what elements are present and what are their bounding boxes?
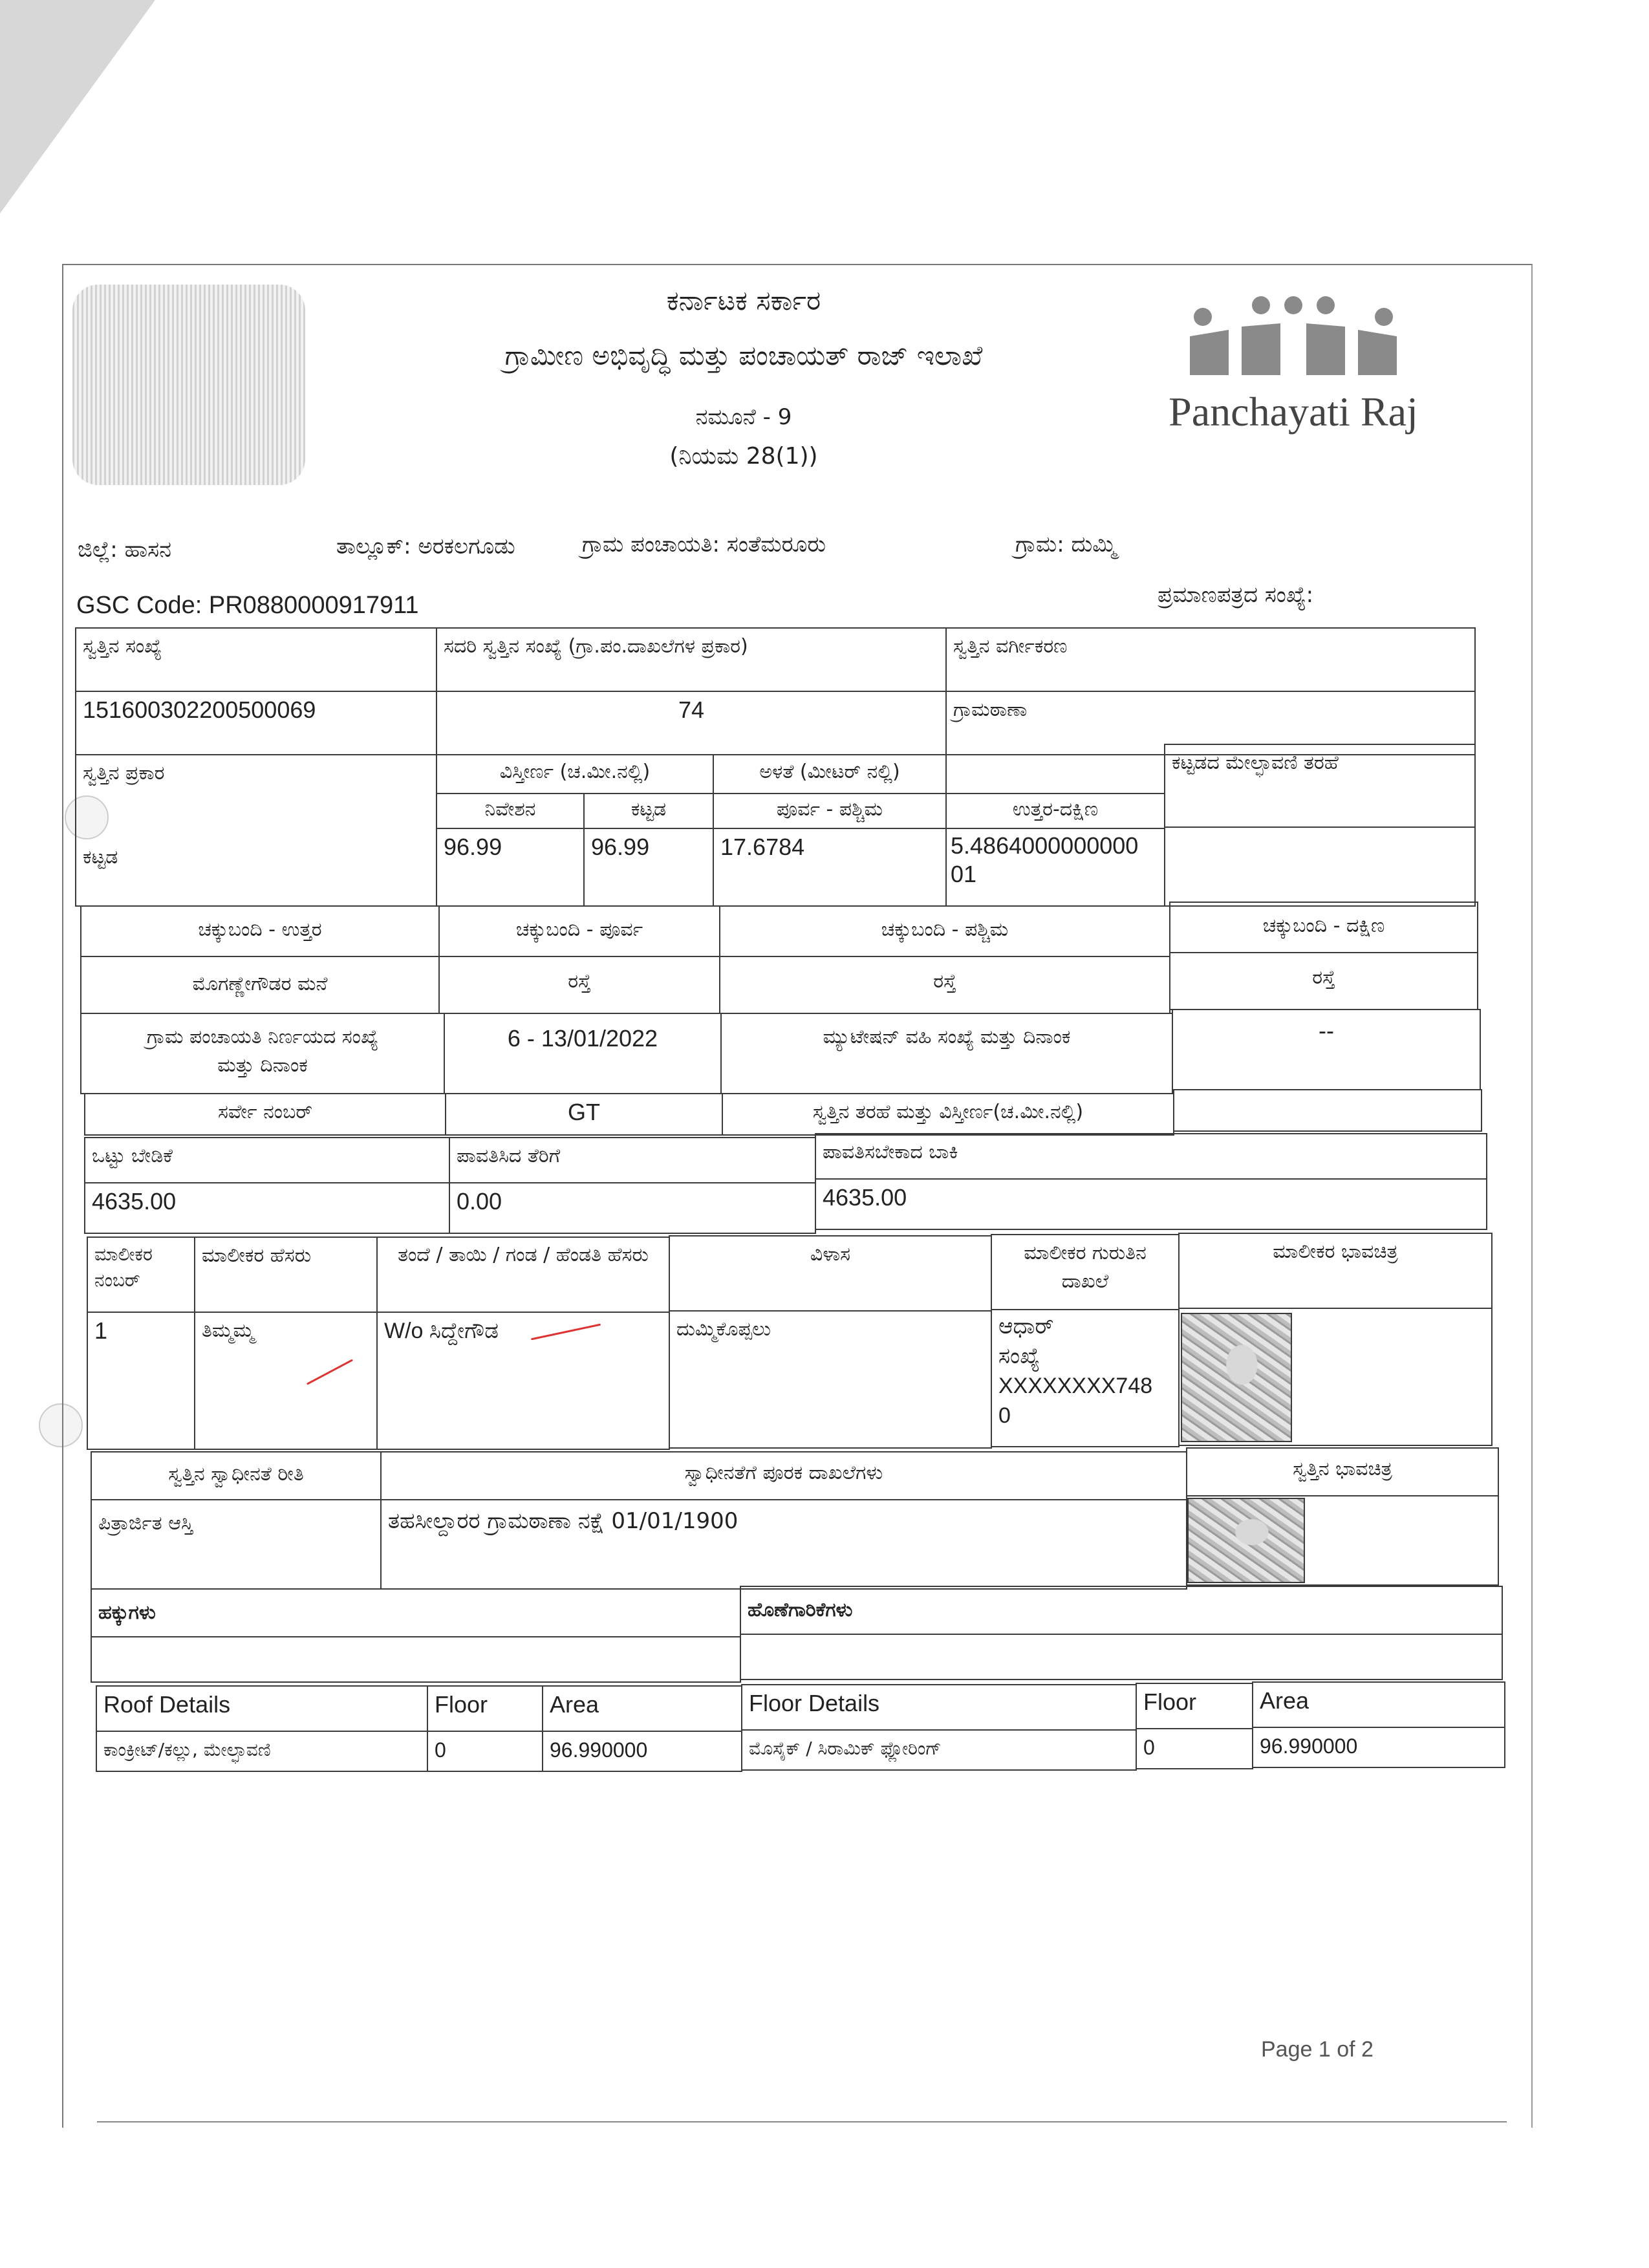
owner-no: 1 <box>87 1312 195 1450</box>
dimension-label-ext <box>945 754 1165 794</box>
classification-label: ಸ್ವತ್ತಿನ ವರ್ಗೀಕರಣ <box>945 627 1476 692</box>
tax-paid-label: ಪಾವತಿಸಿದ ತೆರಿಗೆ <box>449 1137 816 1183</box>
north-south-label: ಉತ್ತರ-ದಕ್ಷಿಣ <box>945 793 1165 829</box>
property-photo-label: ಸ್ವತ್ತಿನ ಭಾವಚಿತ್ರ <box>1186 1447 1499 1496</box>
east-boundary-label: ಚಕ್ಕುಬಂದಿ - ಪೂರ್ವ <box>438 905 720 957</box>
owner-id-header: ಮಾಲೀಕರ ಗುರುತಿನ ದಾಖಲೆ <box>991 1234 1180 1310</box>
panchayati-raj-logo <box>1164 291 1423 382</box>
north-south-length-line2: 01 <box>951 861 977 887</box>
property-photo <box>1187 1498 1305 1583</box>
north-south-length <box>945 828 1165 907</box>
floor-floor-header: Floor <box>1136 1683 1253 1729</box>
roof-floor-header: Floor <box>427 1685 543 1732</box>
property-nature-area-label: ಸ್ವತ್ತಿನ ತರಹೆ ಮತ್ತು ವಿಸ್ತೀರ್ಣ(ಚ.ಮೀ.ನಲ್ಲಿ) <box>722 1093 1174 1136</box>
ownership-mode: ಪಿತ್ರಾರ್ಜಿತ ಆಸ್ತಿ <box>91 1499 382 1590</box>
old-property-no: 74 <box>436 691 947 755</box>
floor-detail-value: ಮೊಸೈಕ್ / ಸಿರಾಮಿಕ್ ಫ್ಲೋರಿಂಗ್ <box>741 1729 1137 1771</box>
west-boundary: ರಸ್ತೆ <box>719 956 1170 1014</box>
karnataka-emblem <box>72 285 305 485</box>
west-boundary-label: ಚಕ್ಕುಬಂದಿ - ಪಶ್ಚಿಮ <box>719 905 1170 957</box>
balance-due: 4635.00 <box>815 1178 1487 1230</box>
liabilities-value <box>740 1634 1503 1680</box>
taluk: ತಾಲ್ಲೂಕ್: ಅರಕಲಗೂಡು <box>336 534 515 559</box>
owner-name-header: ಮಾಲೀಕರ ಹೆಸರು <box>194 1237 378 1313</box>
area-label: ವಿಸ್ತೀರ್ಣ (ಚ.ಮೀ.ನಲ್ಲಿ) <box>436 754 714 794</box>
gsc-code: GSC Code: PR0880000917911 <box>76 592 419 619</box>
roof-floor-value: 0 <box>427 1731 543 1772</box>
roof-detail-value: ಕಾಂಕ್ರೀಟ್/ಕಲ್ಲು, ಮೇಲ್ಛಾವಣಿ <box>96 1731 428 1772</box>
logo-text: Panchayati Raj <box>1169 389 1418 435</box>
rights-value <box>91 1636 741 1683</box>
owner-id-number: XXXXXXXX748 <box>998 1374 1153 1398</box>
owner-name: ತಿಮ್ಮಮ್ಮ <box>194 1312 378 1450</box>
total-demand-label: ಒಟ್ಟು ಬೇಡಿಕೆ <box>84 1137 450 1183</box>
folded-corner <box>0 0 155 213</box>
floor-floor-value: 0 <box>1136 1728 1253 1769</box>
relation-header: ತಂದೆ / ತಾಯಿ / ಗಂಡ / ಹೆಂಡತಿ ಹೆಸರು <box>376 1237 670 1313</box>
floor-area-header: Area <box>1252 1681 1505 1728</box>
village: ಗ್ರಾಮ: ದುಮ್ಮಿ <box>1015 532 1117 557</box>
east-west-length: 17.6784 <box>713 828 947 907</box>
north-boundary-label: ಚಕ್ಕುಬಂದಿ - ಉತ್ತರ <box>80 905 440 957</box>
ownership-docs: ತಹಸೀಲ್ದಾರರ ಗ್ರಾಮಠಾಣಾ ನಕ್ಷೆ 01/01/1900 <box>380 1499 1187 1590</box>
property-no: 151600302200500069 <box>75 691 437 755</box>
owner-id-line4: 0 <box>998 1403 1011 1428</box>
east-boundary: ರಸ್ತೆ <box>438 956 720 1014</box>
classification: ಗ್ರಾಮಠಾಣಾ <box>945 691 1476 755</box>
tax-paid: 0.00 <box>449 1182 816 1234</box>
rights-label: ಹಕ್ಕುಗಳು <box>91 1588 741 1637</box>
property-type: ಕಟ್ಟಡ <box>75 828 437 907</box>
owner-id-line1: ಆಧಾರ್ <box>998 1314 1054 1339</box>
owner-no-header: ಮಾಲೀಕರ ನಂಬರ್ <box>87 1237 195 1313</box>
roof-area-header: Area <box>542 1685 742 1732</box>
district: ಜಿಲ್ಲೆ: ಹಾಸನ <box>78 537 172 563</box>
resolution-value: 6 - 13/01/2022 <box>444 1013 722 1094</box>
north-south-length-line1: 5.4864000000000 <box>951 832 1139 859</box>
roof-area-value: 96.990000 <box>542 1731 742 1772</box>
page-number: Page 1 of 2 <box>1261 2037 1374 2062</box>
resolution-label-line2: ಮತ್ತು ದಿನಾಂಕ <box>217 1054 308 1077</box>
survey-number-label: ಸರ್ವೇ ನಂಬರ್ <box>84 1093 446 1136</box>
property-no-label: ಸ್ವತ್ತಿನ ಸಂಖ್ಯೆ <box>75 627 437 692</box>
old-property-no-label: ಸದರಿ ಸ್ವತ್ತಿನ ಸಂಖ್ಯೆ (ಗ್ರಾ.ಪಂ.ದಾಖಲೆಗಳ ಪ್ರಕಾರ) <box>436 627 947 692</box>
department-title: ಗ್ರಾಮೀಣ ಅಭಿವೃದ್ಧಿ ಮತ್ತು ಪಂಚಾಯತ್ ರಾಜ್ ಇಲಾಖೆ <box>504 340 983 371</box>
roof-details-header: Roof Details <box>96 1685 428 1732</box>
floor-area-value: 96.990000 <box>1252 1727 1505 1768</box>
total-demand: 4635.00 <box>84 1182 450 1234</box>
dimension-label: ಅಳತೆ (ಮೀಟರ್ ನಲ್ಲಿ) <box>713 754 947 794</box>
ownership-mode-label: ಸ್ವತ್ತಿನ ಸ್ವಾಧೀನತೆ ರೀತಿ <box>91 1451 382 1500</box>
owner-address: ದುಮ್ಮಿಕೊಪ್ಪಲು <box>669 1310 992 1449</box>
mutation-label: ಮ್ಯುಟೇಷನ್ ವಹಿ ಸಂಖ್ಯೆ ಮತ್ತು ದಿನಾಂಕ <box>720 1013 1173 1094</box>
state-title: ಕರ್ನಾಟಕ ಸರ್ಕಾರ <box>666 285 821 316</box>
owner-photo-header: ಮಾಲೀಕರ ಭಾವಚಿತ್ರ <box>1178 1233 1493 1309</box>
liabilities-label: ಹೊಣೆಗಾರಿಕೆಗಳು <box>740 1586 1503 1635</box>
site-label: ನಿವೇಶನ <box>436 793 585 829</box>
address-header: ವಿಳಾಸ <box>669 1235 992 1312</box>
document-bottom-border <box>97 2121 1507 2122</box>
roof-type-value <box>1164 826 1476 907</box>
form-number: ನಮೂನೆ - 9 <box>695 404 792 430</box>
gram-panchayat: ಗ್ರಾಮ ಪಂಚಾಯತಿ: ಸಂತೆಮರೂರು <box>582 532 826 557</box>
resolution-label <box>80 1013 445 1094</box>
rule-number: (ನಿಯಮ 28(1)) <box>669 443 818 470</box>
south-boundary: ರಸ್ತೆ <box>1169 952 1478 1010</box>
owner-id-document <box>991 1309 1180 1447</box>
panchayati-raj-icon <box>1164 291 1423 382</box>
mutation-value: -- <box>1172 1009 1481 1090</box>
resolution-label-line1: ಗ್ರಾಮ ಪಂಚಾಯತಿ ನಿರ್ಣಯದ ಸಂಖ್ಯೆ <box>146 1026 379 1048</box>
building-area: 96.99 <box>583 828 714 907</box>
floor-details-header: Floor Details <box>741 1684 1137 1731</box>
south-boundary-label: ಚಕ್ಕುಬಂದಿ - ದಕ್ಷಿಣ <box>1169 902 1478 953</box>
building-label: ಕಟ್ಟಡ <box>583 793 714 829</box>
north-boundary: ಮೊಗಣ್ಣೇಗೌಡರ ಮನೆ <box>80 956 440 1014</box>
owner-photo <box>1181 1313 1292 1442</box>
roof-type-label: ಕಟ್ಟಡದ ಮೇಲ್ಛಾವಣಿ ತರಹೆ <box>1164 744 1476 828</box>
owner-relation: W/o ಸಿದ್ದೇಗೌಡ <box>376 1312 670 1450</box>
site-area: 96.99 <box>436 828 585 907</box>
certificate-number-label: ಪ್ರಮಾಣಪತ್ರದ ಸಂಖ್ಯೆ: <box>1158 582 1314 608</box>
property-nature-area-value <box>1173 1089 1482 1132</box>
survey-number: GT <box>445 1093 723 1136</box>
ownership-docs-label: ಸ್ವಾಧೀನತೆಗೆ ಪೂರಕ ದಾಖಲೆಗಳು <box>380 1451 1187 1500</box>
balance-label: ಪಾವತಿಸಬೇಕಾದ ಬಾಕಿ <box>815 1133 1487 1180</box>
property-type-label: ಸ್ವತ್ತಿನ ಪ್ರಕಾರ <box>75 754 437 907</box>
owner-id-line2: ಸಂಖ್ಯೆ <box>998 1344 1040 1368</box>
east-west-label: ಪೂರ್ವ - ಪಶ್ಚಿಮ <box>713 793 947 829</box>
